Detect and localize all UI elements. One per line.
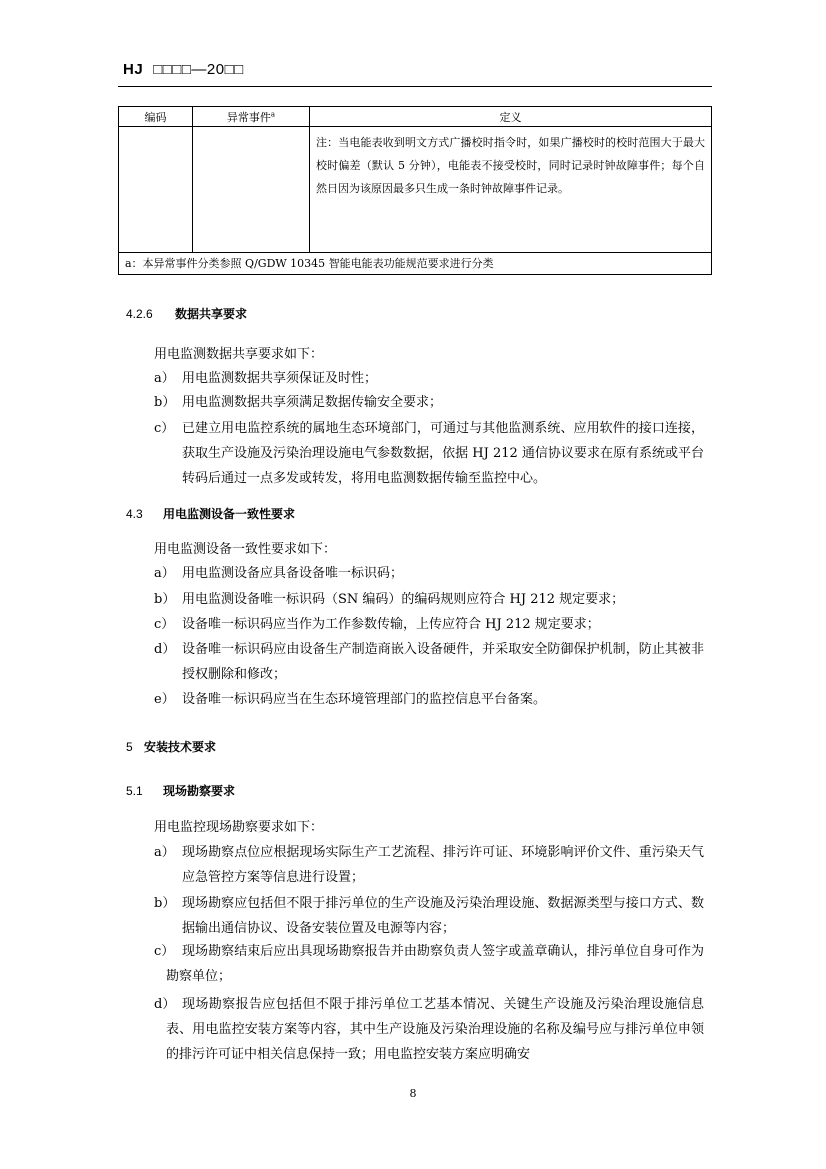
col-header-event xyxy=(193,107,310,127)
list-item: 已建立用电监控系统的属地生态环境部门，可通过与其他监测系统、应用软件的接口连接，获取生产设施及污染治理设施电气参数数据，依据 HJ 212 通信协议要求在原有系统或平台转码后通过一点多发或转发，将用电监测数据传输至监控中心。 xyxy=(182,421,704,486)
list-item: 设备唯一标识码应当作为工作参数传输，上传应符合 HJ 212 规定要求； xyxy=(182,617,600,632)
section-number: 5.1 xyxy=(126,784,143,798)
section-title: 安装技术要求 xyxy=(144,740,217,754)
abnormal-event-table xyxy=(118,106,712,275)
list-label: a） xyxy=(154,566,175,581)
list-item: 用电监测设备唯一标识码（SN 编码）的编码规则应符合 HJ 212 规定要求； xyxy=(182,592,625,607)
list-item: 现场勘察结束后应出具现场勘察报告并由勘察负责人签字或盖章确认，排污单位自身可作为勘察单位； xyxy=(166,944,704,984)
chapter-heading-5 xyxy=(126,738,216,755)
col-header-code: 编码 xyxy=(119,107,193,127)
section-intro: 用电监测设备一致性要求如下： xyxy=(154,542,337,557)
page-number: 8 xyxy=(409,1087,417,1100)
list-label: b） xyxy=(154,395,176,410)
col-header-event-label: 异常事件 xyxy=(226,110,271,124)
list-item: 用电监测设备应具备设备唯一标识码； xyxy=(182,566,404,581)
list-item: 用电监测数据共享须保证及时性； xyxy=(182,371,378,386)
col-header-definition: 定义 xyxy=(310,107,712,127)
list-label: b） xyxy=(154,896,176,911)
header-rule xyxy=(118,86,712,87)
document-header xyxy=(123,61,244,78)
section-intro: 用电监控现场勘察要求如下： xyxy=(154,820,324,835)
table-footnote-row xyxy=(119,253,712,275)
list-label: a） xyxy=(154,845,175,860)
list-item: 现场勘察应包括但不限于排污单位的生产设施及污染治理设施、数据源类型与接口方式、数据输出通信协议、设备安装位置及电源等内容； xyxy=(182,896,704,936)
section-title: 用电监测设备一致性要求 xyxy=(163,507,296,521)
section-number: 5 xyxy=(126,740,133,754)
table-header-row xyxy=(119,107,712,127)
cell-event xyxy=(193,127,310,253)
list-label: b） xyxy=(154,592,176,607)
cell-code xyxy=(119,127,193,253)
standard-number: □□□□—20□□ xyxy=(153,61,244,78)
section-title: 数据共享要求 xyxy=(175,307,248,321)
list-label: d） xyxy=(154,997,176,1012)
section-intro: 用电监测数据共享要求如下： xyxy=(154,347,324,362)
list-label: c） xyxy=(154,421,175,436)
list-label: a） xyxy=(154,371,175,386)
standard-code: HJ xyxy=(123,61,144,78)
list-item: 用电监测数据共享须满足数据传输安全要求； xyxy=(182,395,443,410)
table-footnote: a：本异常事件分类参照 Q/GDW 10345 智能电能表功能规范要求进行分类 xyxy=(119,253,712,275)
list-label: e） xyxy=(154,692,175,707)
section-heading-5-1 xyxy=(126,782,235,799)
list-label: d） xyxy=(154,642,176,657)
list-item: 设备唯一标识码应当在生态环境管理部门的监控信息平台备案。 xyxy=(182,692,547,707)
list-label: c） xyxy=(154,944,175,959)
section-heading-4-3 xyxy=(126,505,295,522)
section-heading-4-2-6 xyxy=(126,305,247,322)
section-title: 现场勘察要求 xyxy=(163,784,236,798)
section-number: 4.3 xyxy=(126,507,143,521)
list-label: c） xyxy=(154,617,175,632)
section-number: 4.2.6 xyxy=(126,307,153,321)
list-item: 现场勘察报告应包括但不限于排污单位工艺基本情况、关键生产设施及污染治理设施信息表、用电监控安装方案等内容，其中生产设施及污染治理设施的名称及编号应与排污单位申领的排污许可证中相关信息保持一致；用电监控安装方案应明确安 xyxy=(166,997,704,1062)
cell-definition-note: 注：当电能表收到明文方式广播校时指令时，如果广播校时的校时范围大于最大校时偏差（默认 5 分钟），电能表不接受校时，同时记录时钟故障事件；每个自然日因为该原因最多只生成一条时钟故障事件记录。 xyxy=(310,127,712,253)
list-item: 现场勘察点位应根据现场实际生产工艺流程、排污许可证、环境影响评价文件、重污染天气应急管控方案等信息进行设置； xyxy=(182,845,704,885)
footnote-marker: a xyxy=(270,109,276,118)
table-row xyxy=(119,127,712,253)
list-item: 设备唯一标识码应由设备生产制造商嵌入设备硬件，并采取安全防御保护机制，防止其被非授权删除和修改； xyxy=(182,642,704,682)
